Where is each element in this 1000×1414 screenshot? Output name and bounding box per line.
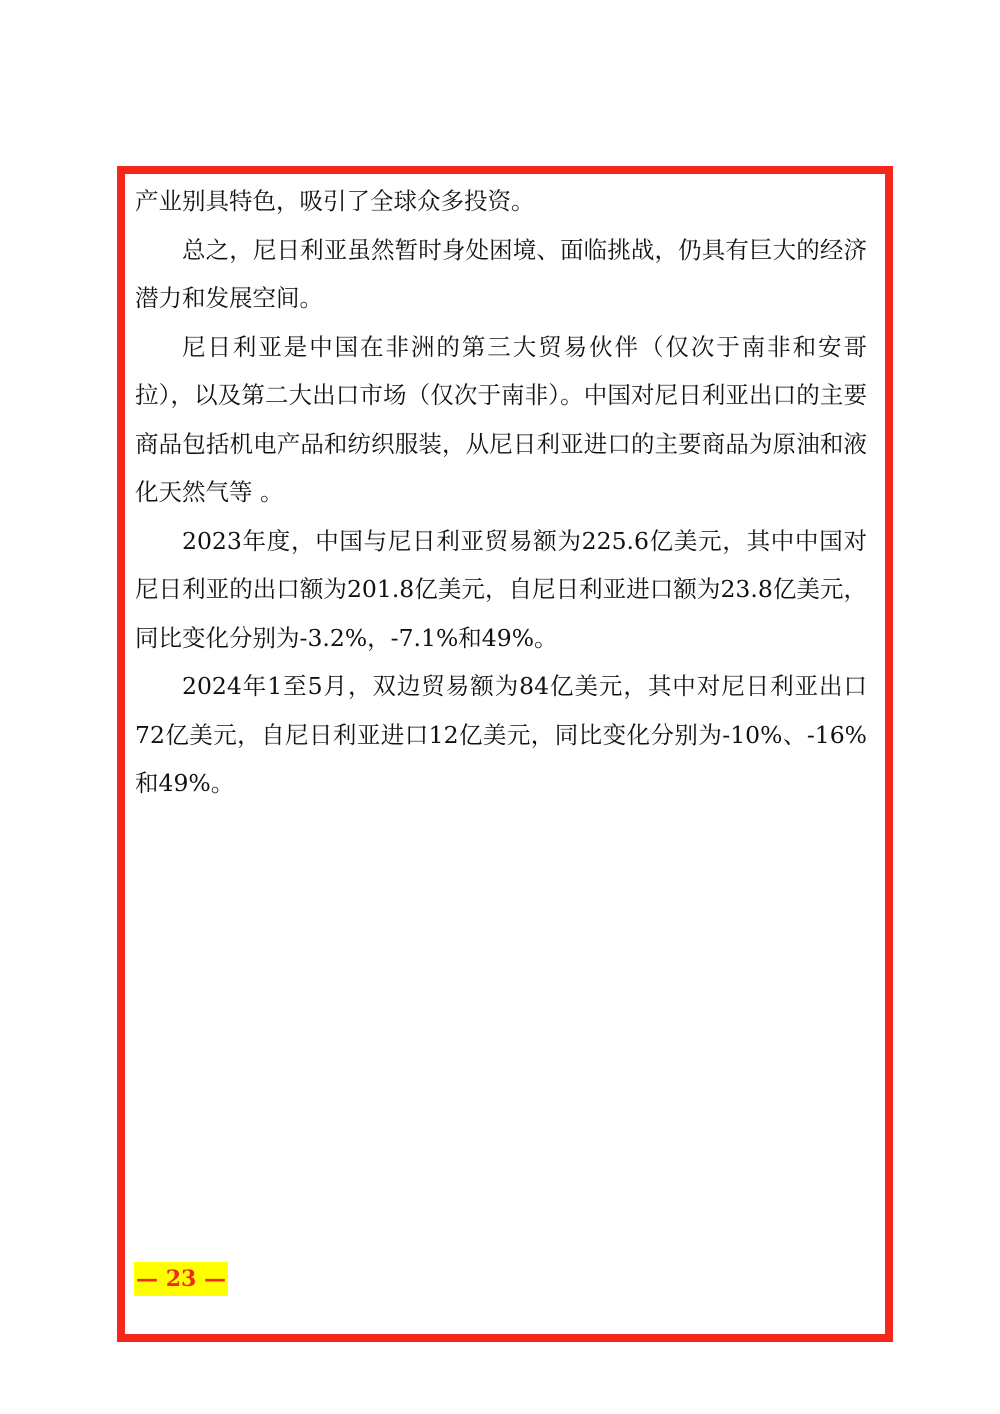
paragraph-4: 2023年度，中国与尼日利亚贸易额为225.6亿美元，其中中国对尼日利亚的出口额为201.8亿美元，自尼日利亚进口额为23.8亿美元，同比变化分别为-3.2%，-7.1%和49%。: [135, 526, 867, 652]
paragraph-3: 尼日利亚是中国在非洲的第三大贸易伙伴（仅次于南非和安哥拉），以及第二大出口市场（仅次于南非）。中国对尼日利亚出口的主要商品包括机电产品和纺织服装，从尼日利亚进口的主要商品为原油和液化天然气等 。: [135, 332, 867, 506]
paragraph-2: 总之，尼日利亚虽然暂时身处困境、面临挑战，仍具有巨大的经济潜力和发展空间。: [135, 235, 867, 312]
page-number: — 23 —: [134, 1262, 228, 1296]
paragraph-5: 2024年1至5月，双边贸易额为84亿美元，其中对尼日利亚出口72亿美元，自尼日利亚进口12亿美元，同比变化分别为-10%、-16%和49%。: [135, 672, 867, 797]
document-body: [135, 177, 867, 808]
paragraph-1: 产业别具特色，吸引了全球众多投资。: [135, 187, 535, 215]
